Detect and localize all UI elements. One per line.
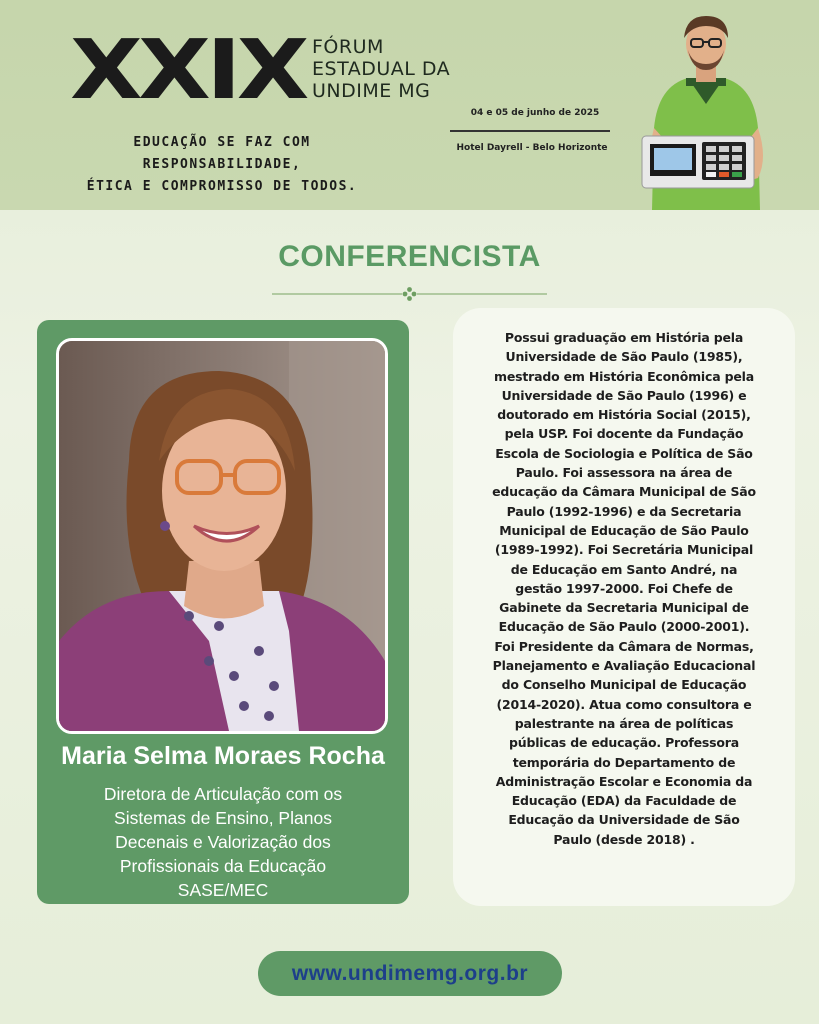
bio-line: Paulo. Foi assessora na área de: [515, 465, 733, 481]
bio-line: Planejamento e Avaliação Educacional: [492, 658, 756, 674]
bio-line: Paulo (1992-1996) e da Secretaria: [506, 503, 742, 519]
bio-line: palestrante na área de políticas: [514, 715, 734, 731]
forum-title-line: UNDIME MG: [312, 80, 431, 102]
event-date: 04 e 05 de junho de 2025: [470, 108, 600, 118]
role-line: Profissionais da Educação: [119, 856, 327, 876]
bio-line: Paulo (desde 2018) .: [553, 831, 695, 847]
bio-line: temporária do Departamento de: [512, 754, 736, 770]
bio-line: Educação de São Paulo (2000-2001).: [498, 619, 750, 635]
ornament-divider-icon: [272, 286, 547, 302]
role-line: Diretora de Articulação com os: [103, 784, 343, 804]
role-line: Decenais e Valorização dos: [115, 832, 331, 852]
mascot-illustration-icon: [636, 8, 776, 210]
event-tagline: [52, 132, 392, 198]
tagline-line: EDUCAÇÃO SE FAZ COM RESPONSABILIDADE,: [133, 135, 311, 172]
bio-line: de Educação em Santo André, na: [510, 561, 738, 577]
forum-title: [312, 36, 452, 102]
edition-numeral: XXIX: [70, 23, 305, 118]
bio-line: Educação (EDA) da Faculdade de: [511, 793, 737, 809]
role-line: SASE/MEC: [177, 880, 269, 900]
bio-text: [467, 328, 781, 849]
bio-card: [453, 308, 795, 906]
bio-line: Municipal de Educação de São Paulo: [499, 522, 749, 538]
bio-line: públicas de educação. Professora: [509, 735, 739, 751]
bio-line: pela USP. Foi docente da Fundação: [504, 426, 744, 442]
forum-title-line: FÓRUM: [312, 36, 384, 58]
bio-line: gestão 1997-2000. Foi Chefe de: [515, 580, 733, 596]
speaker-card: [37, 320, 409, 904]
bio-line: Educação da Universidade de São: [508, 812, 740, 828]
bio-line: Foi Presidente da Câmara de Normas,: [494, 638, 754, 654]
bio-line: do Conselho Municipal de Educação: [501, 677, 747, 693]
bio-line: Gabinete da Secretaria Municipal de: [499, 600, 749, 616]
speaker-photo: [56, 338, 388, 734]
bio-line: doutorado em História Social (2015),: [497, 407, 751, 423]
website-link[interactable]: www.undimemg.org.br: [291, 962, 529, 985]
bio-line: Administração Escolar e Economia da: [495, 773, 753, 789]
event-venue: Hotel Dayrell - Belo Horizonte: [456, 143, 608, 153]
forum-title-line: ESTADUAL DA: [312, 58, 451, 80]
event-header: [0, 0, 819, 210]
speaker-role: [57, 782, 389, 902]
tagline-line: ÉTICA E COMPROMISSO DE TODOS.: [86, 179, 358, 194]
bio-line: Possui graduação em História pela: [504, 330, 744, 345]
date-divider: [450, 130, 610, 132]
bio-line: mestrado em História Econômica pela: [494, 368, 754, 384]
role-line: Sistemas de Ensino, Planos: [114, 808, 332, 828]
website-pill[interactable]: [258, 951, 562, 996]
portrait-photo-icon: [59, 341, 385, 731]
bio-line: Universidade de São Paulo (1996) e: [501, 387, 747, 403]
bio-line: Universidade de São Paulo (1985),: [505, 349, 743, 365]
bio-line: (2014-2020). Atua como consultora e: [496, 696, 752, 712]
bio-line: (1989-1992). Foi Secretária Municipal: [494, 542, 754, 558]
section-title: CONFERENCISTA: [278, 240, 541, 273]
bio-line: educação da Câmara Municipal de São: [492, 484, 756, 500]
bio-line: Escola de Sociologia e Política de São: [495, 445, 753, 461]
speaker-name: Maria Selma Moraes Rocha: [61, 742, 385, 770]
